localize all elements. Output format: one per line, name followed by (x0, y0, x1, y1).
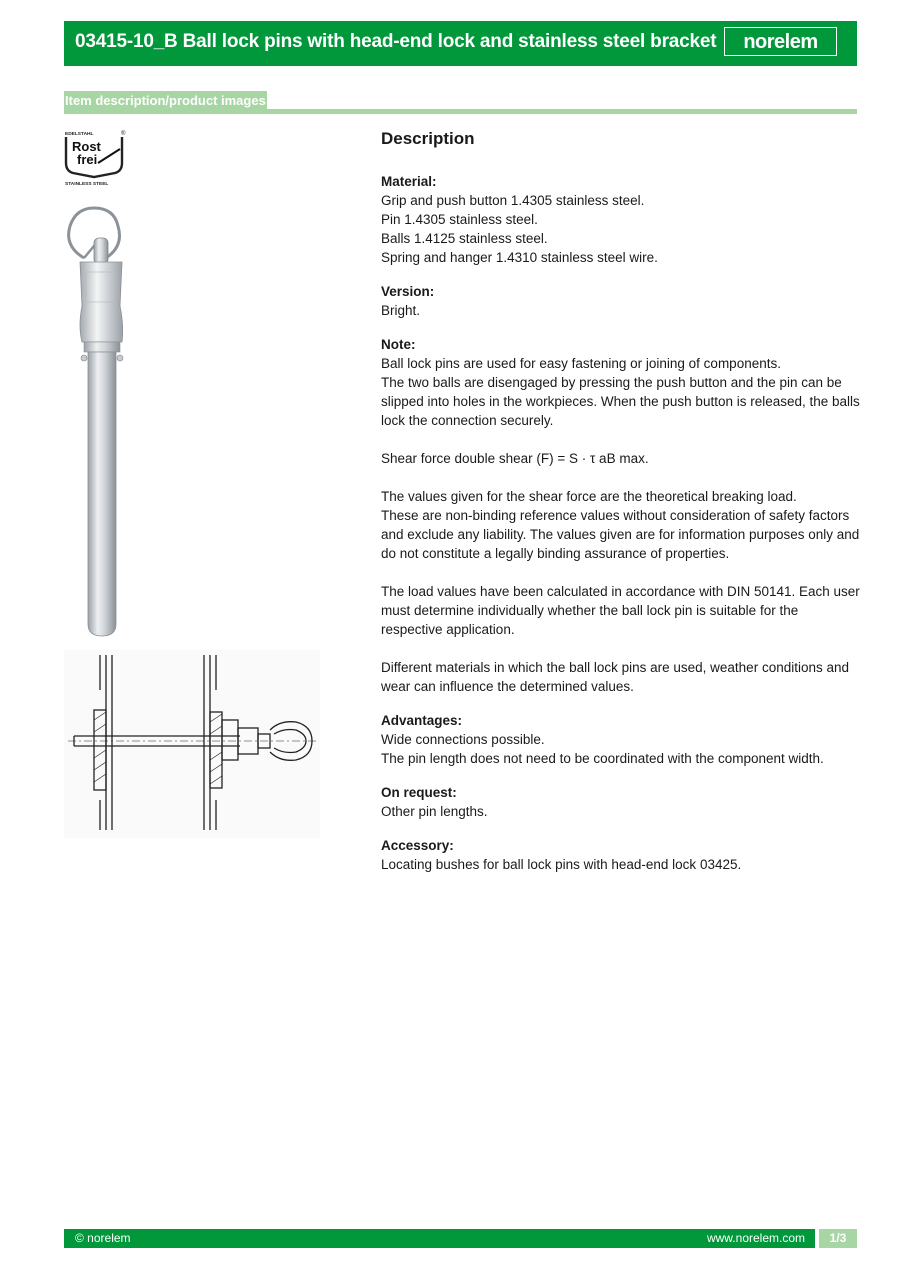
note-paragraph: Ball lock pins are used for easy fastening or joining of components. (381, 356, 781, 371)
rostfrei-badge (64, 129, 126, 187)
note-paragraph: These are non-binding reference values without consideration of safety factors and exclude any liability. The values given are for information purposes only and do not constitute a legally binding assurance of properties. (381, 508, 860, 561)
material-line: Pin 1.4305 stainless steel. (381, 212, 538, 227)
note-paragraph: Different materials in which the ball lock pins are used, weather conditions and wear can influence the determined values. (381, 660, 850, 694)
advantages-block (381, 711, 861, 768)
badge-registered: ® (121, 131, 126, 137)
version-block (381, 282, 861, 320)
ball-lock-pin-image (64, 206, 144, 638)
page-header (64, 21, 857, 66)
note-paragraph: The two balls are disengaged by pressing the push button and the pin can be slipped into holes in the workpieces. When the push button is released, the balls lock the connection securely. (381, 375, 860, 428)
note-paragraph: The load values have been calculated in accordance with DIN 50141. Each user must determine individually whether the ball lock pin is suitable for the respective application. (381, 584, 860, 637)
note-paragraph: Shear force double shear (F) = S · τ aB max. (381, 451, 649, 466)
advantages-title: Advantages: (381, 713, 463, 728)
footer-copyright: © norelem (75, 1231, 131, 1245)
on-request-title: On request: (381, 785, 457, 800)
material-line: Spring and hanger 1.4310 stainless steel wire. (381, 250, 658, 265)
accessory-text: Locating bushes for ball lock pins with head-end lock 03425. (381, 857, 742, 872)
footer-website-link[interactable]: www.norelem.com (706, 1231, 805, 1245)
page-footer (64, 1229, 857, 1248)
material-block (381, 172, 861, 267)
advantages-line: The pin length does not need to be coordinated with the component width. (381, 751, 824, 766)
version-text: Bright. (381, 303, 421, 318)
description-heading: Description (381, 129, 475, 148)
page-number: 1/3 (819, 1229, 857, 1248)
stainless-steel-badge-icon (64, 129, 126, 187)
note-title: Note: (381, 337, 416, 352)
badge-line4: STAINLESS STEEL (65, 182, 109, 187)
badge-line2: Rost (72, 139, 101, 154)
badge-line1: EDELSTAHL (65, 132, 94, 137)
technical-drawing (64, 650, 320, 838)
material-line: Balls 1.4125 stainless steel. (381, 231, 548, 246)
note-paragraph: The values given for the shear force are the theoretical breaking load. (381, 489, 797, 504)
page-title: 03415-10_B Ball lock pins with head-end lock and stainless steel bracket (75, 31, 717, 52)
badge-line3: frei (77, 152, 98, 167)
norelem-logo (724, 27, 837, 56)
accessory-title: Accessory: (381, 838, 454, 853)
on-request-text: Other pin lengths. (381, 804, 488, 819)
accessory-block (381, 836, 861, 874)
product-photo (64, 206, 144, 638)
description-section (381, 128, 861, 889)
note-block (381, 335, 861, 696)
version-title: Version: (381, 284, 435, 299)
logo-text: norelem (743, 30, 818, 53)
material-line: Grip and push button 1.4305 stainless steel. (381, 193, 645, 208)
assembly-drawing-image (64, 650, 320, 838)
section-label: Item description/product images (65, 93, 266, 108)
on-request-block (381, 783, 861, 821)
advantages-line: Wide connections possible. (381, 732, 545, 747)
material-title: Material: (381, 174, 437, 189)
